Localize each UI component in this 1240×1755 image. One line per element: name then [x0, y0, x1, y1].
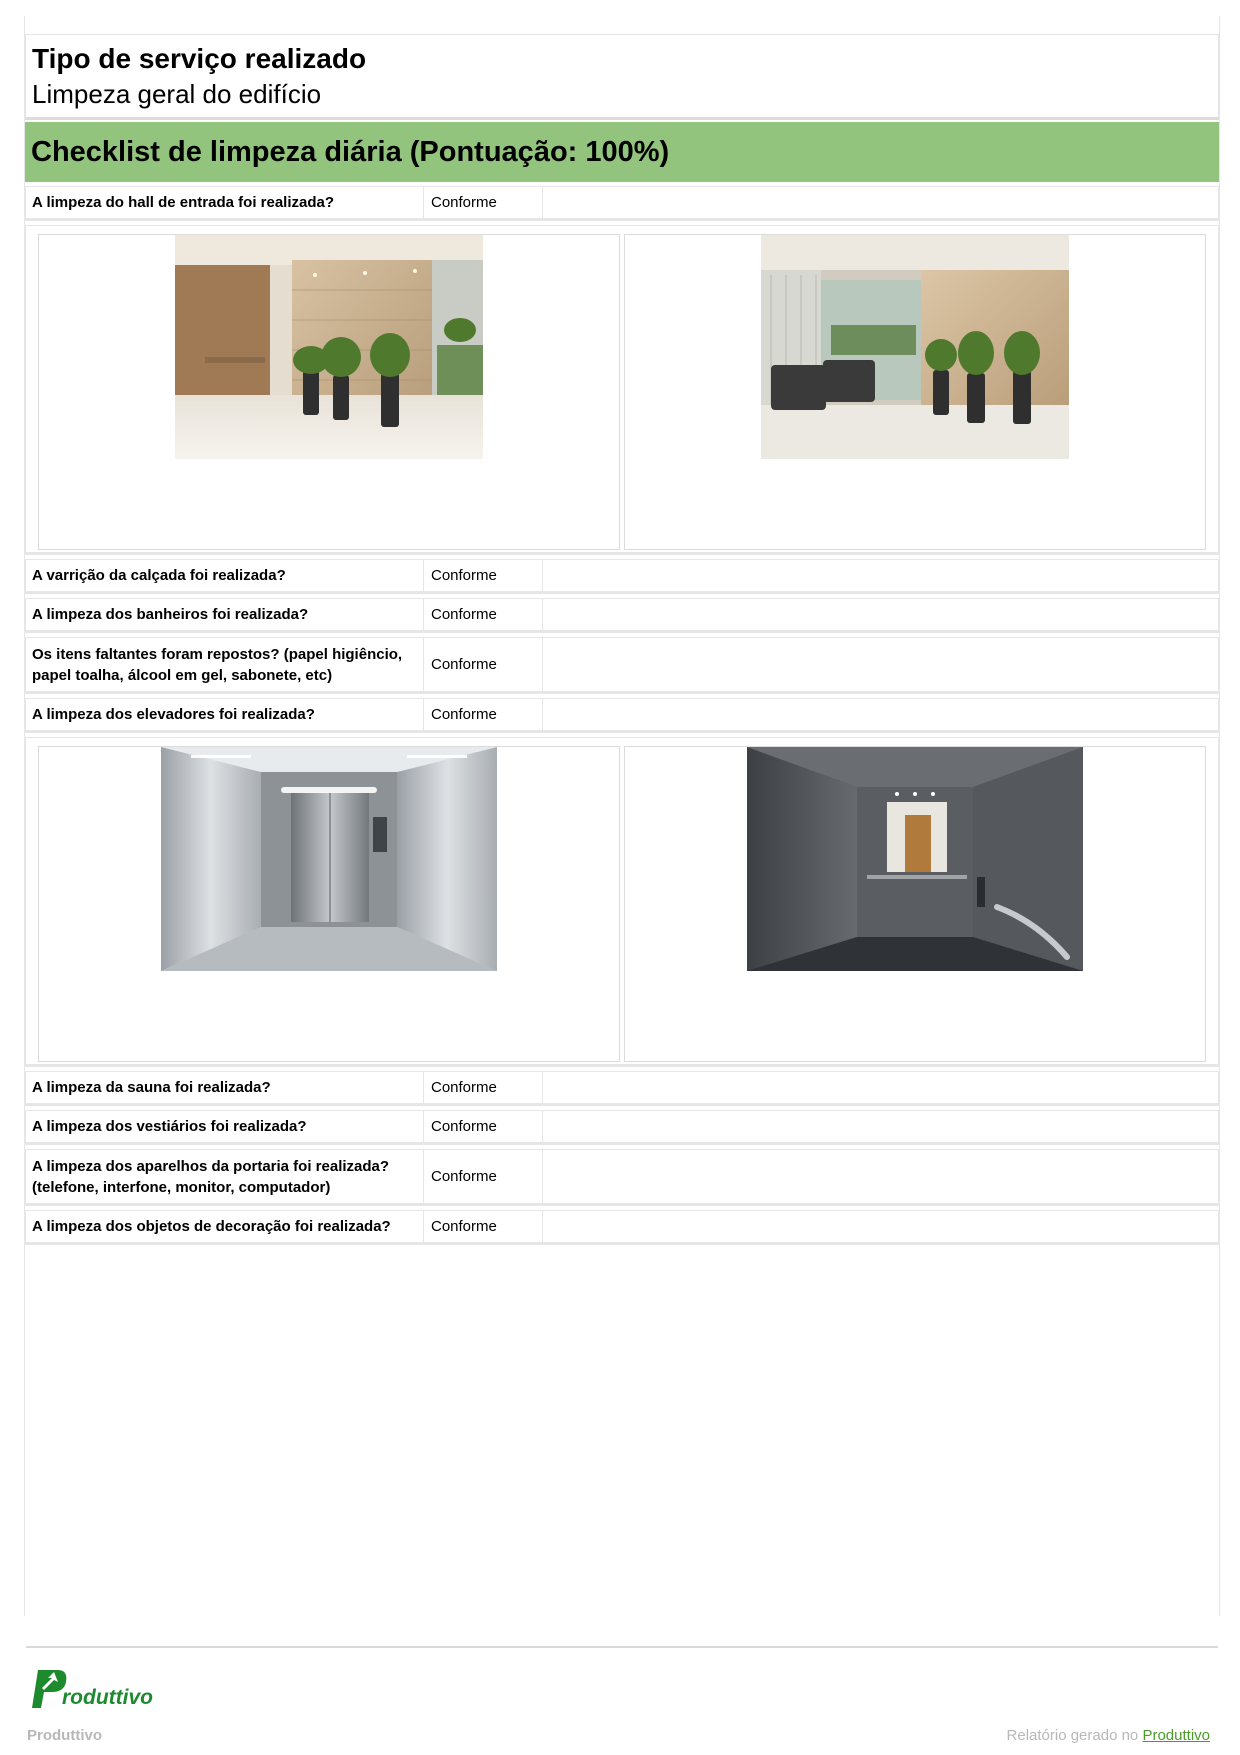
checklist-row: [25, 1071, 1219, 1106]
checklist-notes: [543, 187, 1218, 218]
checklist-question: A limpeza do hall de entrada foi realizada?: [26, 187, 424, 218]
photo-frame: [624, 234, 1206, 550]
checklist-notes: [543, 560, 1218, 591]
photo-frame: [624, 746, 1206, 1062]
checklist-answer: Conforme: [424, 187, 543, 218]
footer-generated: [1007, 1727, 1210, 1744]
checklist-answer: Conforme: [424, 1211, 543, 1242]
photo-frame: [38, 746, 620, 1062]
service-header: [25, 34, 1219, 120]
footer-company: Produttivo: [27, 1727, 102, 1744]
footer-generated-text: Relatório gerado no: [1006, 1727, 1139, 1744]
produttivo-logo: [28, 1664, 158, 1717]
checklist-answer: Conforme: [424, 638, 543, 691]
checklist-answer: Conforme: [424, 560, 543, 591]
report-page: [24, 16, 1220, 1616]
checklist-section-title: Checklist de limpeza diária (Pontuação: 100%): [31, 135, 670, 168]
service-type-value: Limpeza geral do edifício: [32, 79, 322, 109]
checklist-question: A limpeza dos elevadores foi realizada?: [26, 699, 424, 730]
elevator-dark-photo[interactable]: [747, 747, 1083, 971]
checklist-question: A limpeza dos banheiros foi realizada?: [26, 599, 424, 630]
elevator-photos: [25, 737, 1219, 1067]
checklist-notes: [543, 599, 1218, 630]
photo-frame: [38, 234, 620, 550]
checklist-row: [25, 637, 1219, 694]
checklist-notes: [543, 1211, 1218, 1242]
svg-text:roduttivo: roduttivo: [62, 1686, 153, 1709]
checklist-notes: [543, 1072, 1218, 1103]
checklist-row: [25, 186, 1219, 221]
checklist-row: [25, 1110, 1219, 1145]
checklist-answer: Conforme: [424, 699, 543, 730]
checklist-question: A limpeza dos objetos de decoração foi realizada?: [26, 1211, 424, 1242]
checklist-answer: Conforme: [424, 1072, 543, 1103]
checklist-notes: [543, 1150, 1218, 1203]
lobby-photo[interactable]: [175, 235, 483, 459]
checklist-row: [25, 698, 1219, 733]
footer-divider: [26, 1646, 1218, 1648]
lobby-chairs-photo[interactable]: [761, 235, 1069, 459]
checklist-question: A limpeza dos aparelhos da portaria foi realizada? (telefone, interfone, monitor, computador): [26, 1150, 424, 1203]
checklist-answer: Conforme: [424, 1150, 543, 1203]
checklist-section-banner: [25, 122, 1219, 182]
checklist-answer: Conforme: [424, 1111, 543, 1142]
checklist-question: Os itens faltantes foram repostos? (papel higiêncio, papel toalha, álcool em gel, sabonete, etc): [26, 638, 424, 691]
elevator-interior-photo[interactable]: [161, 747, 497, 971]
hall-photos: [25, 225, 1219, 555]
checklist-question: A limpeza dos vestiários foi realizada?: [26, 1111, 424, 1142]
checklist-question: A limpeza da sauna foi realizada?: [26, 1072, 424, 1103]
checklist-notes: [543, 699, 1218, 730]
checklist-answer: Conforme: [424, 599, 543, 630]
checklist-row: [25, 1149, 1219, 1206]
checklist-row: [25, 559, 1219, 594]
checklist-row: [25, 1210, 1219, 1245]
checklist-notes: [543, 1111, 1218, 1142]
checklist-question: A varrição da calçada foi realizada?: [26, 560, 424, 591]
footer-produttivo-link[interactable]: Produttivo: [1142, 1727, 1210, 1744]
checklist-notes: [543, 638, 1218, 691]
checklist-row: [25, 598, 1219, 633]
service-type-label: Tipo de serviço realizado: [32, 43, 367, 74]
